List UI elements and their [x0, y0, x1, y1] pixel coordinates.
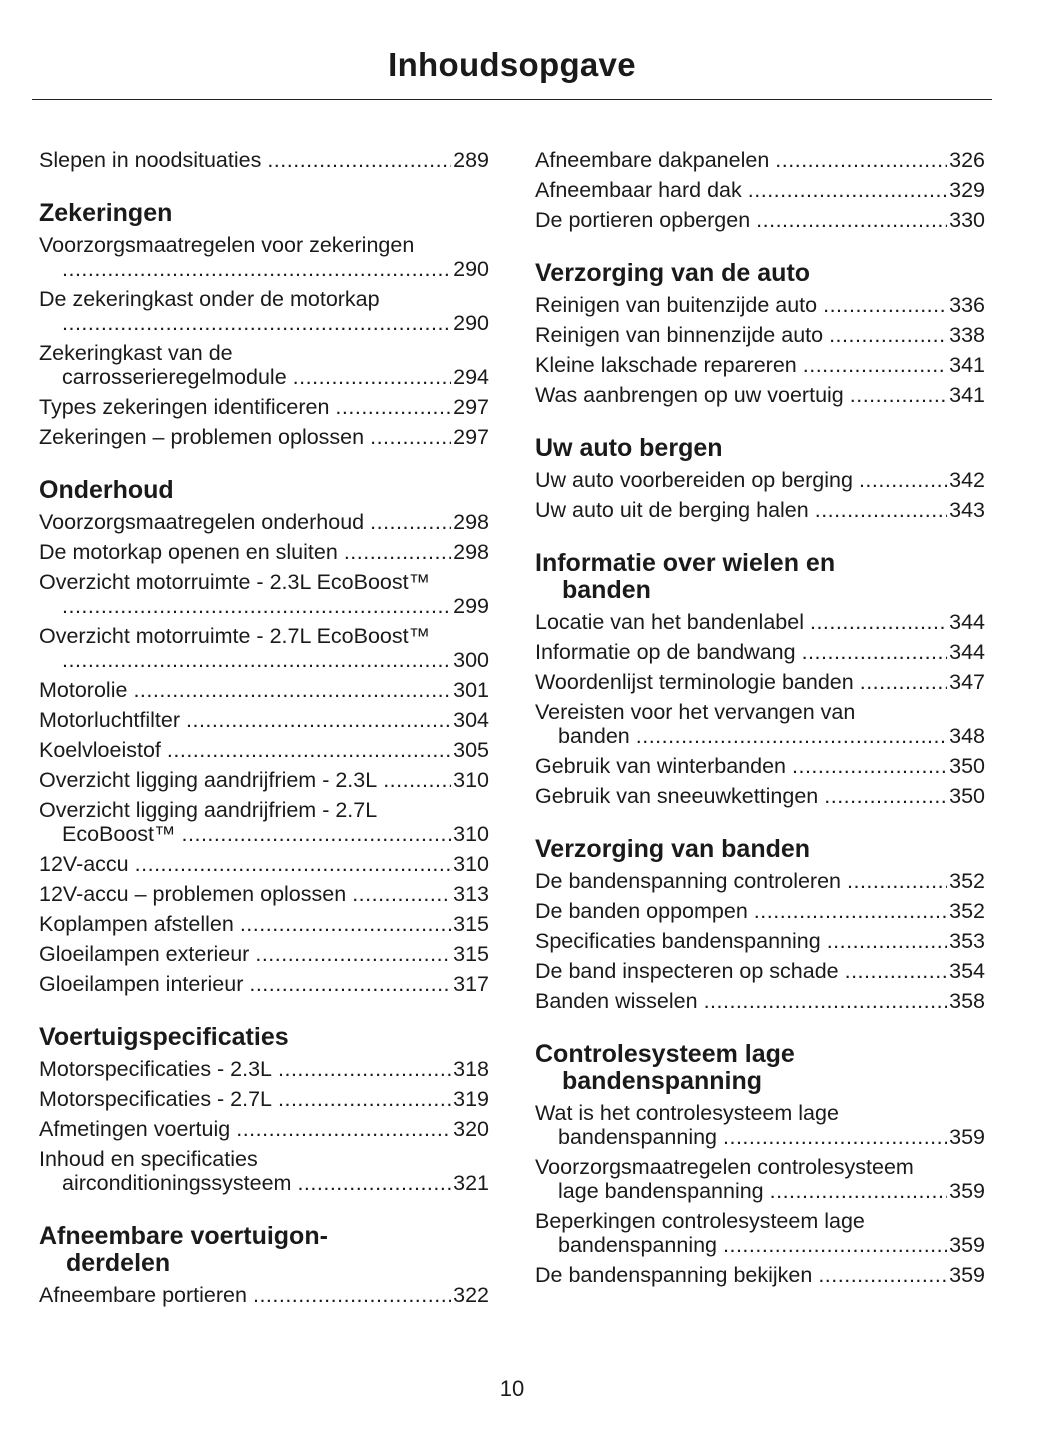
- toc-entry[interactable]: [535, 1206, 985, 1260]
- dot-leader: [255, 939, 451, 969]
- entry-line: [39, 765, 489, 795]
- entry-title: Types zekeringen identificeren: [39, 395, 330, 419]
- entry-page: 300: [453, 648, 489, 672]
- toc-entry[interactable]: [535, 350, 985, 380]
- entry-line: [535, 1260, 985, 1290]
- toc-entry[interactable]: [39, 284, 489, 338]
- toc-entry[interactable]: [39, 1054, 489, 1084]
- entry-page: 344: [949, 610, 985, 634]
- entry-line-continued: [39, 362, 489, 392]
- entry-line-continued: [535, 1230, 985, 1260]
- entry-title: Gloeilampen exterieur: [39, 942, 250, 966]
- entry-page: 352: [949, 869, 985, 893]
- entry-title: Motorspecificaties - 2.3L: [39, 1057, 273, 1081]
- dot-leader: [792, 751, 947, 781]
- entry-title: Voorzorgsmaatregelen controlesysteem: [535, 1155, 914, 1179]
- entry-title: Woordenlijst terminologie banden: [535, 670, 854, 694]
- toc-entry[interactable]: [535, 781, 985, 811]
- toc-entry[interactable]: [535, 205, 985, 235]
- entry-page: 359: [949, 1263, 985, 1287]
- section-heading: Zekeringen: [39, 199, 173, 227]
- entry-page: 343: [949, 498, 985, 522]
- dot-leader: [815, 495, 947, 525]
- dot-leader: [182, 819, 452, 849]
- toc-entry[interactable]: [39, 939, 489, 969]
- toc-entry[interactable]: [39, 567, 489, 621]
- entry-title: Banden wisselen: [535, 989, 698, 1013]
- dot-leader: [770, 1176, 947, 1206]
- entry-title: Afmetingen voertuig: [39, 1117, 231, 1141]
- entry-page: 353: [949, 929, 985, 953]
- entry-page: 321: [453, 1171, 489, 1195]
- entry-title: Slepen in noodsituaties: [39, 148, 262, 172]
- toc-entry[interactable]: [39, 879, 489, 909]
- entry-page: 298: [453, 510, 489, 534]
- entry-page: 330: [949, 208, 985, 232]
- toc-entry[interactable]: [39, 507, 489, 537]
- entry-title: Gloeilampen interieur: [39, 972, 244, 996]
- dot-leader: [636, 721, 947, 751]
- toc-entry[interactable]: [535, 320, 985, 350]
- entry-title: 12V-accu – problemen oplossen: [39, 882, 347, 906]
- entry-line: [39, 1280, 489, 1310]
- entry-title: Reinigen van buitenzijde auto: [535, 293, 818, 317]
- entry-line: [535, 380, 985, 410]
- dot-leader: [135, 849, 451, 879]
- entry-line: [535, 145, 985, 175]
- toc-section: [39, 145, 489, 175]
- entry-title: Locatie van het bandenlabel: [535, 610, 804, 634]
- entry-page: 297: [453, 395, 489, 419]
- entry-page: 304: [453, 708, 489, 732]
- dot-leader: [344, 537, 451, 567]
- entry-title: Gebruik van winterbanden: [535, 754, 786, 778]
- entry-title: Gebruik van sneeuwkettingen: [535, 784, 819, 808]
- entry-page: 320: [453, 1117, 489, 1141]
- title-divider: [32, 99, 992, 100]
- entry-page: 347: [949, 670, 985, 694]
- toc-entry[interactable]: [535, 607, 985, 637]
- dot-leader: [370, 507, 451, 537]
- entry-title: De banden oppompen: [535, 899, 748, 923]
- entry-title: Reinigen van binnenzijde auto: [535, 323, 824, 347]
- toc-entry[interactable]: [39, 145, 489, 175]
- entry-title: Voorzorgsmaatregelen onderhoud: [39, 510, 365, 534]
- entry-title: Afneembare dakpanelen: [535, 148, 770, 172]
- dot-leader: [803, 350, 947, 380]
- toc-entry[interactable]: [535, 956, 985, 986]
- dot-leader: [335, 392, 451, 422]
- entry-title-continued: bandenspanning: [558, 1125, 718, 1149]
- entry-page: 341: [949, 353, 985, 377]
- entry-line-continued: [39, 308, 489, 338]
- entry-page: 294: [453, 365, 489, 389]
- toc-section: [39, 1024, 489, 1198]
- entry-title: De portieren opbergen: [535, 208, 751, 232]
- entry-line-continued: [39, 645, 489, 675]
- entry-line: [39, 735, 489, 765]
- entry-line: [535, 751, 985, 781]
- toc-entry[interactable]: [39, 765, 489, 795]
- entry-title-continued: airconditioningssysteem: [62, 1171, 292, 1195]
- entry-line: [535, 350, 985, 380]
- toc-entry[interactable]: [535, 1152, 985, 1206]
- entry-title: Uw auto voorbereiden op berging: [535, 468, 853, 492]
- dot-leader: [370, 422, 451, 452]
- entry-title: Motorluchtfilter: [39, 708, 180, 732]
- toc-entry[interactable]: [535, 896, 985, 926]
- entry-title: Beperkingen controlesysteem lage: [535, 1209, 865, 1233]
- entry-title: Wat is het controlesysteem lage: [535, 1101, 839, 1125]
- entry-line: [535, 667, 985, 697]
- entry-line-continued: [39, 254, 489, 284]
- entry-line: [535, 495, 985, 525]
- toc-entry[interactable]: [535, 145, 985, 175]
- entry-line: [39, 675, 489, 705]
- entry-page: 341: [949, 383, 985, 407]
- toc-entry[interactable]: [535, 926, 985, 956]
- entry-page: 354: [949, 959, 985, 983]
- entry-title-continued: banden: [558, 724, 630, 748]
- toc-entry[interactable]: [39, 537, 489, 567]
- toc-section: [39, 477, 489, 999]
- toc-entry[interactable]: [39, 1144, 489, 1198]
- page-title: Inhoudsopgave: [388, 46, 636, 83]
- entry-line: [535, 465, 985, 495]
- entry-page: 326: [949, 148, 985, 172]
- toc-section: [535, 435, 985, 525]
- dot-leader: [829, 320, 947, 350]
- entry-page: 348: [949, 724, 985, 748]
- dot-leader: [186, 705, 451, 735]
- entry-title: Overzicht motorruimte - 2.3L EcoBoost™: [39, 570, 431, 594]
- entry-line: [535, 320, 985, 350]
- entry-title: De bandenspanning controleren: [535, 869, 842, 893]
- dot-leader: [824, 781, 947, 811]
- dot-leader: [748, 175, 947, 205]
- toc-entry[interactable]: [535, 637, 985, 667]
- entry-line: [535, 637, 985, 667]
- entry-page: 319: [453, 1087, 489, 1111]
- dot-leader: [723, 1230, 947, 1260]
- entry-line: [535, 290, 985, 320]
- entry-line: [535, 926, 985, 956]
- dot-leader: [850, 380, 947, 410]
- entry-page: 299: [453, 594, 489, 618]
- dot-leader: [293, 362, 451, 392]
- entry-line-continued: [39, 819, 489, 849]
- dot-leader: [704, 986, 948, 1016]
- entry-title-continued: lage bandenspanning: [558, 1179, 764, 1203]
- toc-entry[interactable]: [39, 849, 489, 879]
- toc-entry[interactable]: [535, 465, 985, 495]
- toc-entry[interactable]: [39, 230, 489, 284]
- dot-leader: [297, 1168, 451, 1198]
- entry-title: De bandenspanning bekijken: [535, 1263, 813, 1287]
- entry-title: Zekeringen – problemen oplossen: [39, 425, 365, 449]
- entry-page: 313: [453, 882, 489, 906]
- entry-line-continued: [535, 1122, 985, 1152]
- entry-title: Uw auto uit de berging halen: [535, 498, 809, 522]
- dot-leader: [859, 465, 947, 495]
- dot-leader: [278, 1054, 451, 1084]
- entry-title-continued: bandenspanning: [558, 1233, 718, 1257]
- page-number: 10: [499, 1376, 525, 1401]
- entry-title: Koelvloeistof: [39, 738, 161, 762]
- dot-leader: [802, 637, 948, 667]
- entry-line: [39, 705, 489, 735]
- dot-leader: [62, 308, 451, 338]
- entry-page: 297: [453, 425, 489, 449]
- entry-page: 290: [453, 257, 489, 281]
- toc-section: [39, 200, 489, 452]
- dot-leader: [818, 1260, 947, 1290]
- toc-entry[interactable]: [39, 1084, 489, 1114]
- dot-leader: [62, 645, 451, 675]
- entry-title: Overzicht motorruimte - 2.7L EcoBoost™: [39, 624, 431, 648]
- dot-leader: [810, 607, 947, 637]
- dot-leader: [133, 675, 451, 705]
- entry-page: 315: [453, 912, 489, 936]
- entry-title: Zekeringkast van de: [39, 341, 233, 365]
- dot-leader: [775, 145, 947, 175]
- dot-leader: [278, 1084, 451, 1114]
- entry-title: Motorolie: [39, 678, 128, 702]
- entry-title: Vereisten voor het vervangen van: [535, 700, 856, 724]
- toc-entry[interactable]: [535, 1098, 985, 1152]
- toc-entry[interactable]: [39, 1114, 489, 1144]
- toc-entry[interactable]: [39, 392, 489, 422]
- entry-line: [535, 896, 985, 926]
- entry-title-continued: EcoBoost™: [62, 822, 176, 846]
- entry-line: [535, 956, 985, 986]
- entry-line: [535, 866, 985, 896]
- dot-leader: [62, 254, 451, 284]
- entry-page: 301: [453, 678, 489, 702]
- entry-page: 359: [949, 1125, 985, 1149]
- toc-entry[interactable]: [39, 909, 489, 939]
- dot-leader: [723, 1122, 947, 1152]
- entry-page: 336: [949, 293, 985, 317]
- entry-title: Informatie op de bandwang: [535, 640, 796, 664]
- toc-entry[interactable]: [535, 866, 985, 896]
- entry-line: [39, 939, 489, 969]
- entry-line-continued: [535, 721, 985, 751]
- entry-title: Afneembare portieren: [39, 1283, 247, 1307]
- entry-title: Specificaties bandenspanning: [535, 929, 821, 953]
- entry-page: 318: [453, 1057, 489, 1081]
- entry-title: Inhoud en specificaties: [39, 1147, 258, 1171]
- entry-line: [39, 1054, 489, 1084]
- entry-line: [39, 392, 489, 422]
- entry-page: 298: [453, 540, 489, 564]
- entry-line: [39, 422, 489, 452]
- dot-leader: [860, 667, 947, 697]
- entry-line: [39, 1114, 489, 1144]
- entry-line-continued: [39, 591, 489, 621]
- entry-title: Voorzorgsmaatregelen voor zekeringen: [39, 233, 415, 257]
- toc-section: [39, 1223, 489, 1310]
- entry-title: Overzicht ligging aandrijfriem - 2.3L: [39, 768, 378, 792]
- section-heading: Afneembare voertuigon- derdelen: [39, 1222, 328, 1277]
- toc-entry[interactable]: [535, 380, 985, 410]
- toc-column-right: [535, 145, 985, 1315]
- entry-line: [39, 879, 489, 909]
- entry-page: 338: [949, 323, 985, 347]
- entry-title: De zekeringkast onder de motorkap: [39, 287, 380, 311]
- entry-page: 359: [949, 1233, 985, 1257]
- entry-line: [39, 507, 489, 537]
- entry-page: 358: [949, 989, 985, 1013]
- entry-line: [535, 986, 985, 1016]
- entry-page: 317: [453, 972, 489, 996]
- toc-entry[interactable]: [535, 667, 985, 697]
- toc-entry[interactable]: [535, 751, 985, 781]
- entry-page: 342: [949, 468, 985, 492]
- dot-leader: [253, 1280, 451, 1310]
- section-heading: Verzorging van de auto: [535, 259, 811, 287]
- toc-section: [535, 836, 985, 1016]
- entry-title: De motorkap openen en sluiten: [39, 540, 338, 564]
- toc-entry[interactable]: [39, 621, 489, 675]
- toc-section: [535, 145, 985, 235]
- entry-title: Motorspecificaties - 2.7L: [39, 1087, 273, 1111]
- dot-leader: [267, 145, 451, 175]
- section-heading: Verzorging van banden: [535, 835, 811, 863]
- entry-page: 315: [453, 942, 489, 966]
- dot-leader: [62, 591, 451, 621]
- entry-page: 305: [453, 738, 489, 762]
- entry-title: De band inspecteren op schade: [535, 959, 839, 983]
- dot-leader: [754, 896, 947, 926]
- entry-line: [535, 205, 985, 235]
- toc-entry[interactable]: [535, 1260, 985, 1290]
- entry-line: [39, 1084, 489, 1114]
- entry-page: 350: [949, 754, 985, 778]
- entry-line: [535, 175, 985, 205]
- entry-page: 310: [453, 768, 489, 792]
- entry-title: Afneembaar hard dak: [535, 178, 742, 202]
- entry-line-continued: [39, 1168, 489, 1198]
- dot-leader: [756, 205, 947, 235]
- entry-line: [39, 537, 489, 567]
- toc-section: [535, 260, 985, 410]
- entry-page: 329: [949, 178, 985, 202]
- dot-leader: [240, 909, 451, 939]
- entry-title: Kleine lakschade repareren: [535, 353, 797, 377]
- section-heading: Onderhoud: [39, 476, 174, 504]
- toc-column-left: [39, 145, 489, 1335]
- entry-line: [39, 849, 489, 879]
- dot-leader: [236, 1114, 451, 1144]
- section-heading: Informatie over wielen en banden: [535, 549, 836, 604]
- section-heading: Voertuigspecificaties: [39, 1023, 289, 1051]
- toc-entry[interactable]: [535, 290, 985, 320]
- toc-entry[interactable]: [39, 422, 489, 452]
- entry-title-continued: carrosserieregelmodule: [62, 365, 287, 389]
- toc-section: [535, 1041, 985, 1290]
- dot-leader: [845, 956, 948, 986]
- entry-page: 310: [453, 852, 489, 876]
- entry-line: [39, 969, 489, 999]
- toc-entry[interactable]: [39, 705, 489, 735]
- toc-entry[interactable]: [535, 697, 985, 751]
- toc-entry[interactable]: [535, 495, 985, 525]
- entry-title: Was aanbrengen op uw voertuig: [535, 383, 844, 407]
- entry-line: [535, 781, 985, 811]
- entry-page: 290: [453, 311, 489, 335]
- toc-entry[interactable]: [39, 969, 489, 999]
- toc-entry[interactable]: [39, 735, 489, 765]
- entry-title: 12V-accu: [39, 852, 129, 876]
- entry-page: 359: [949, 1179, 985, 1203]
- entry-page: 310: [453, 822, 489, 846]
- entry-page: 350: [949, 784, 985, 808]
- toc-entry[interactable]: [535, 986, 985, 1016]
- toc-entry[interactable]: [39, 795, 489, 849]
- dot-leader: [827, 926, 947, 956]
- toc-section: [535, 550, 985, 811]
- toc-entry[interactable]: [39, 675, 489, 705]
- dot-leader: [352, 879, 451, 909]
- entry-line-continued: [535, 1176, 985, 1206]
- dot-leader: [249, 969, 451, 999]
- dot-leader: [847, 866, 947, 896]
- entry-line: [535, 607, 985, 637]
- entry-title: Overzicht ligging aandrijfriem - 2.7L: [39, 798, 378, 822]
- entry-page: 352: [949, 899, 985, 923]
- section-heading: Controlesysteem lage bandenspanning: [535, 1040, 795, 1095]
- toc-entry[interactable]: [535, 175, 985, 205]
- dot-leader: [383, 765, 451, 795]
- entry-page: 289: [453, 148, 489, 172]
- entry-page: 322: [453, 1283, 489, 1307]
- entry-page: 344: [949, 640, 985, 664]
- entry-line: [39, 145, 489, 175]
- toc-entry[interactable]: [39, 338, 489, 392]
- entry-title: Koplampen afstellen: [39, 912, 234, 936]
- dot-leader: [167, 735, 451, 765]
- toc-entry[interactable]: [39, 1280, 489, 1310]
- entry-line: [39, 909, 489, 939]
- section-heading: Uw auto bergen: [535, 434, 723, 462]
- dot-leader: [823, 290, 947, 320]
